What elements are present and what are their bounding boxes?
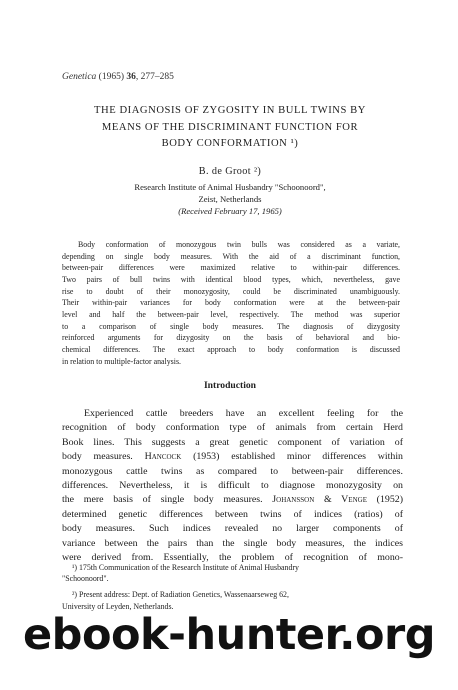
affiliation-institute: Research Institute of Animal Husbandry "Schoonoord", xyxy=(134,182,326,192)
abstract-line: Body conformation of monozygous twin bulls was considered as a variate, xyxy=(78,240,400,249)
footnote-1: ¹) 175th Communication of the Research Institute of Animal Husbandry xyxy=(72,563,299,572)
section-heading: Introduction xyxy=(203,380,257,391)
body-line xyxy=(62,493,403,507)
abstract-line: rise to doubt of their monozygosity, could be discriminated unambiguously. xyxy=(62,286,400,296)
watermark-logo: ebook-hunter.org xyxy=(23,610,435,660)
footnote-2-continued: University of Leyden, Netherlands. xyxy=(62,601,174,611)
body-text-span: the mere basis of single body measures. xyxy=(62,494,263,506)
journal-year: (1965) xyxy=(98,72,124,82)
abstract-line: level and half the between-pair level, respectively. The method was superior xyxy=(62,309,400,319)
abstract-line: to a comparison of single body measures. The diagnosis of dizygosity xyxy=(62,321,400,331)
abstract-line: between-pair differences were maximized relative to within-pair differences. xyxy=(62,263,400,273)
title-line: MEANS OF THE DISCRIMINANT FUNCTION FOR xyxy=(101,121,359,133)
body-text xyxy=(62,407,403,565)
abstract-line: in relation to multiple-factor analysis. xyxy=(62,356,181,366)
footnote-1-continued: "Schoonoord". xyxy=(62,574,109,584)
footnote-2: ²) Present address: Dept. of Radiation Genetics, Wassenaarseweg 62, xyxy=(72,590,289,600)
title-line: BODY CONFORMATION ¹) xyxy=(161,138,299,149)
paper-title xyxy=(60,103,400,153)
author-name: B. de Groot ²) xyxy=(198,166,262,177)
received-date: (Received February 17, 1965) xyxy=(178,206,282,216)
abstract-line: Their within-pair variances for body conformation were at the between-pair xyxy=(62,298,400,308)
journal-name: Genetica xyxy=(62,72,97,82)
body-text-span: (1953) established minor differences within xyxy=(181,451,403,463)
title-line: THE DIAGNOSIS OF ZYGOSITY IN BULL TWINS BY xyxy=(94,105,366,116)
journal-volume: 36 xyxy=(126,72,136,82)
body-line xyxy=(62,450,403,464)
body-text-span: (1952) xyxy=(366,494,404,506)
body-line: variance between the pairs than the single body measures, the indices xyxy=(62,537,403,549)
affiliation-place: Zeist, Netherlands xyxy=(198,194,262,204)
body-line: Experienced cattle breeders have an excellent feeling for the xyxy=(84,408,403,419)
journal-reference xyxy=(62,72,174,82)
body-line: body measures. Such indices revealed no larger components of xyxy=(62,523,403,535)
cited-author: Johansson & Venge xyxy=(272,494,367,506)
journal-pages: , 277–285 xyxy=(135,72,174,82)
body-text-span: body measures. xyxy=(62,451,133,463)
abstract-line: Two pairs of bull twins with identical blood types, which, nevertheless, gave xyxy=(62,274,400,284)
abstract-line: reinforced arguments for dizygosity on the basis of behavioral and bio- xyxy=(62,333,400,343)
author-affiliation xyxy=(60,181,400,217)
body-line: Book lines. This suggests a great genetic component of variation of xyxy=(62,436,403,448)
body-line: were derived from. Essentially, the problem of recognition of mono- xyxy=(62,552,403,564)
footnotes xyxy=(62,562,402,612)
body-line: monozygous cattle twins as compared to between-pair differences. xyxy=(62,465,403,477)
abstract-line: depending on single body measures. With the aid of a discriminant function, xyxy=(62,251,400,261)
abstract xyxy=(62,239,400,367)
abstract-line: chemical differences. The exact approach to body conformation is discussed xyxy=(62,344,400,354)
body-line: determined genetic differences between twins of indices (ratios) of xyxy=(62,508,403,520)
body-line: recognition of body conformation type of animals from certain Herd xyxy=(62,422,403,434)
body-line: differences. Nevertheless, it is difficult to diagnose monozygosity on xyxy=(62,480,403,492)
cited-author: Hancock xyxy=(144,451,182,463)
